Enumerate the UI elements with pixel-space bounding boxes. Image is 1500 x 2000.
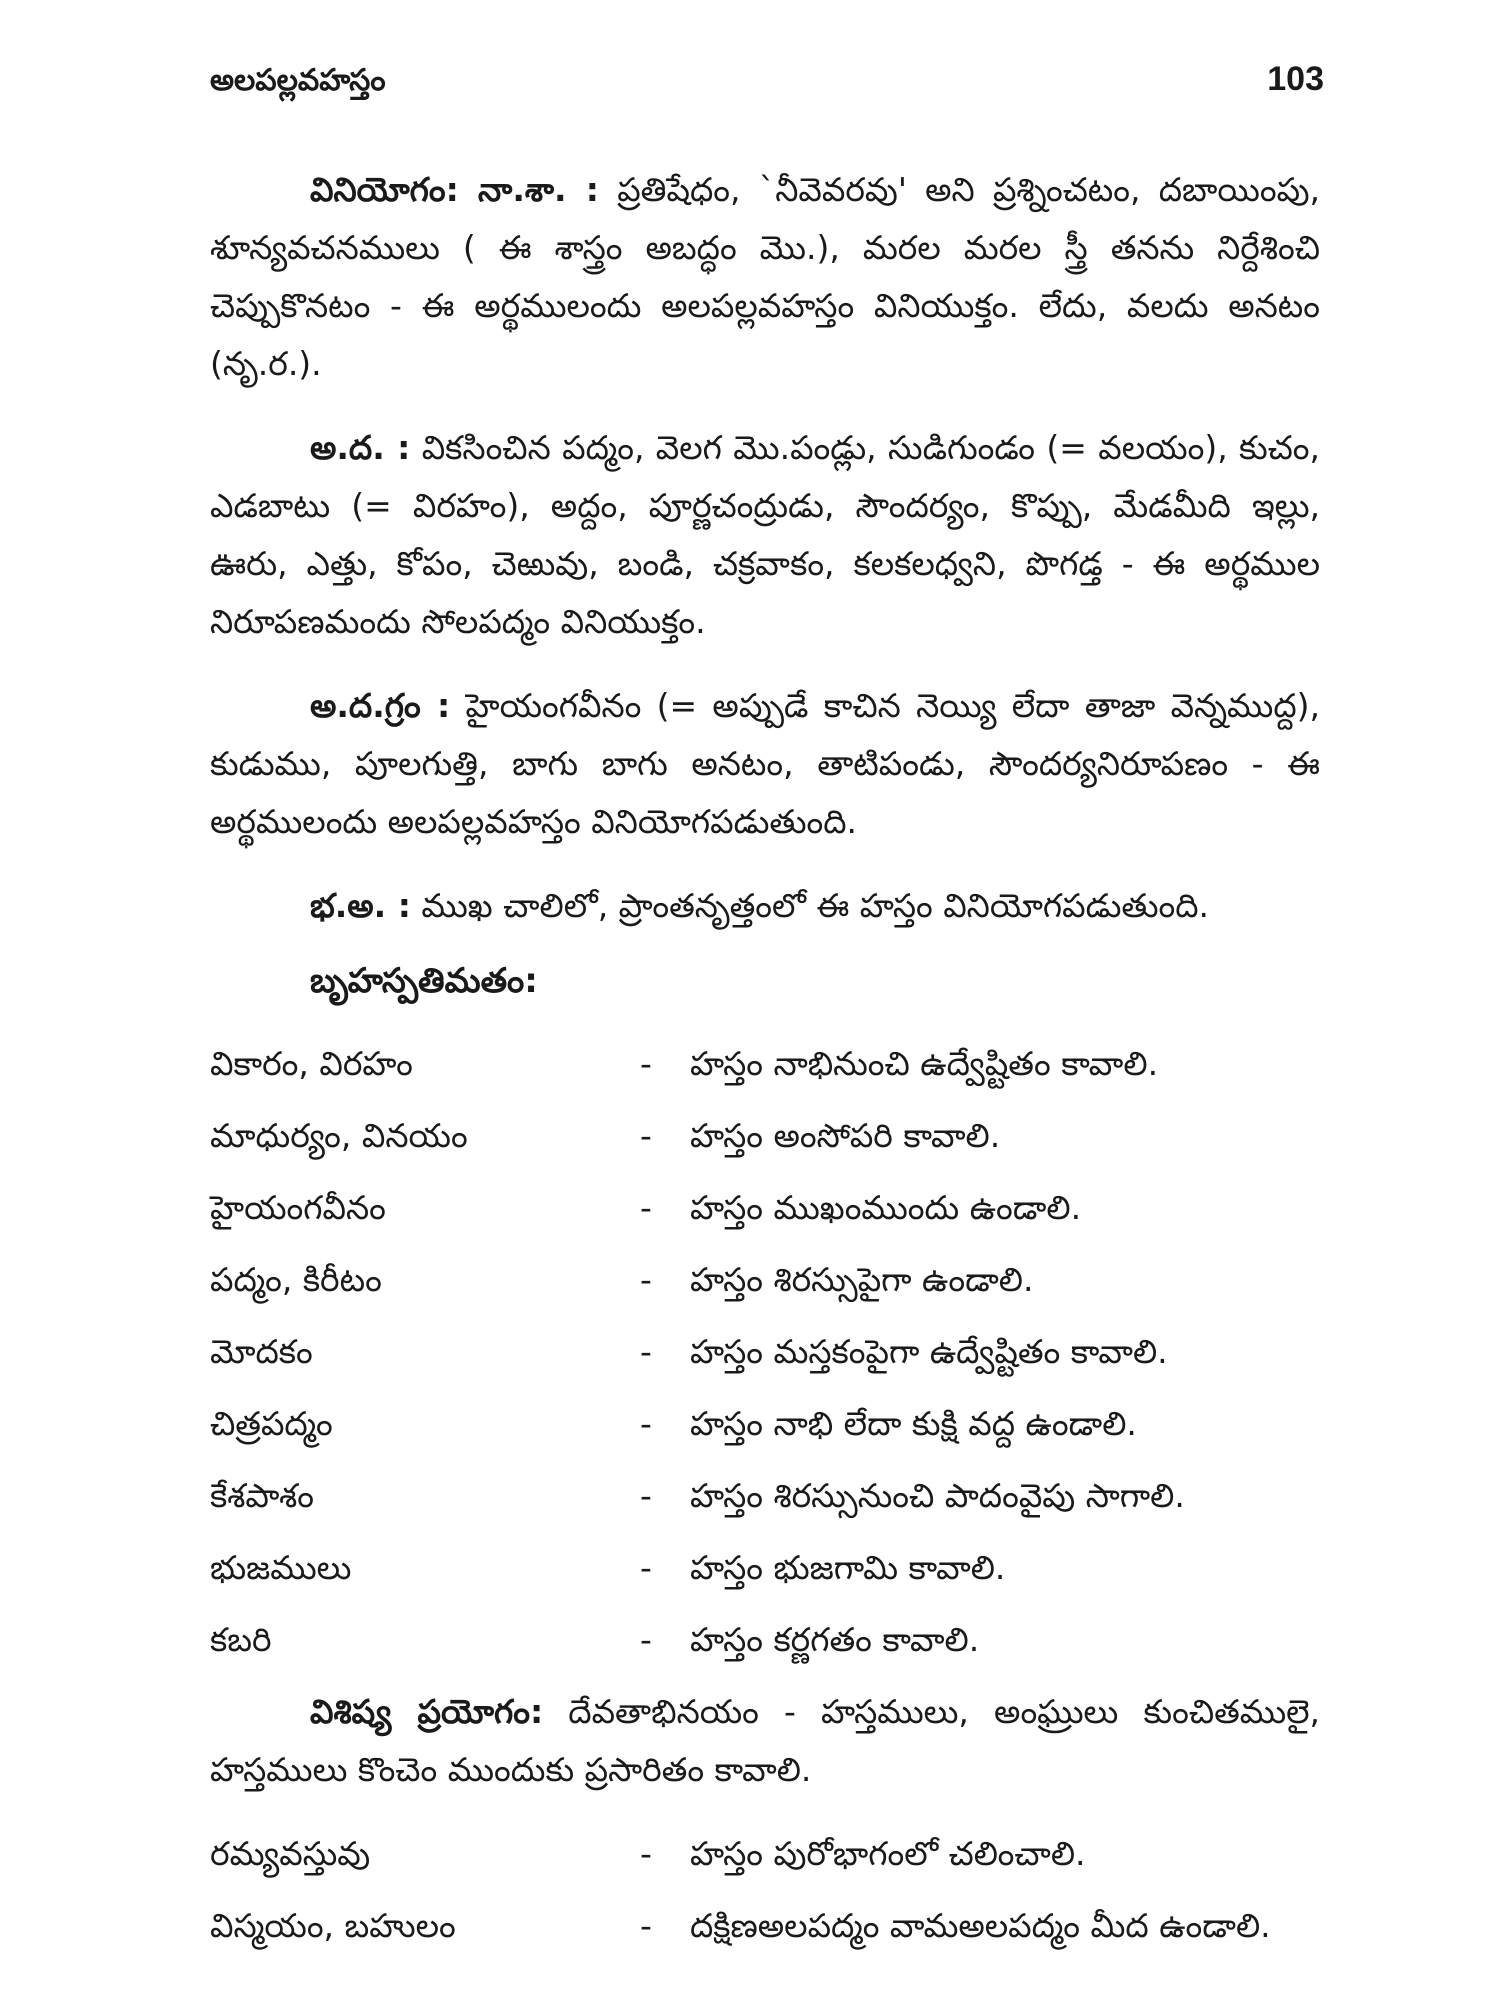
row-dash: - [640,1620,652,1659]
paragraph-text: హైయంగవీనం (= అప్పుడే కాచిన నెయ్యి లేదా తాజా వెన్నముద్ద), కుడుము, పూలగుత్తి, బాగు బాగు అనటం, తాటిపండు, సౌందర్యనిరూపణం - ఈ అర్థములందు అలపల్లవహస్తం వినియోగపడుతుంది. [210,686,1320,841]
paragraph-lead: భ.అ. : [310,886,411,925]
row-term: భుజములు [210,1548,352,1587]
paragraph-ada [210,419,1320,651]
paragraph-text: ముఖ చాలిలో, ప్రాంతనృత్తంలో ఈ హస్తం వినియోగపడుతుంది. [410,886,1210,925]
paragraph-text: దేవతాభినయం - హస్తములు, అంఘ్రులు కుంచితములై, హస్తములు కొంచెం ముందుకు ప్రసారితం కావాలి. [210,1692,1320,1789]
list-row [210,1897,1320,1955]
row-desc: హస్తం శిరస్సునుంచి పాదంవైపు సాగాలి. [690,1476,1185,1515]
row-desc: హస్తం శిరస్సుపైగా ఉండాలి. [690,1260,1034,1299]
list-row [210,1035,1320,1093]
row-dash: - [640,1834,652,1873]
row-term: చిత్రపద్మం [210,1404,333,1443]
row-dash: - [640,1044,652,1083]
section-heading-brihaspati: బృహస్పతిమతం: [310,961,538,1001]
list-row [210,1611,1320,1669]
row-desc: హస్తం భుజగామి కావాలి. [690,1548,1006,1587]
row-desc: హస్తం నాభి లేదా కుక్షి వద్ద ఉండాలి. [690,1404,1137,1443]
list-row [210,1323,1320,1381]
paragraph-lead: విశిష్య ప్రయోగం: [310,1692,544,1731]
row-desc: హస్తం కర్ణగతం కావాలి. [690,1620,980,1659]
row-desc: హస్తం పురోభాగంలో చలించాలి. [690,1834,1086,1873]
row-dash: - [640,1548,652,1587]
row-term: విస్మయం, బహులం [210,1906,456,1945]
row-desc: హస్తం మస్తకంపైగా ఉద్వేష్టితం కావాలి. [690,1332,1168,1371]
row-term: పద్మం, కిరీటం [210,1260,382,1299]
row-dash: - [640,1332,652,1371]
list-row [210,1395,1320,1453]
brihaspati-list [210,1035,1320,1669]
row-dash: - [640,1476,652,1515]
list-row [210,1467,1320,1525]
row-desc: హస్తం నాభినుంచి ఉద్వేష్టితం కావాలి. [690,1044,1159,1083]
paragraph-text: ప్రతిషేధం, `నీవెవరవు' అని ప్రశ్నించటం, దబాయింపు, శూన్యవచనములు ( ఈ శాస్త్రం అబద్ధం మొ.), మరల మరల స్త్రీ తనను నిర్దేశించి చెప్పుకొనటం - ఈ అర్థములందు అలపల్లవహస్తం వినియుక్తం. లేదు, వలదు అనటం (నృ.ర.). [210,170,1321,383]
row-term: హైయంగవీనం [210,1188,386,1227]
row-dash: - [640,1260,652,1299]
paragraph-text: వికసించిన పద్మం, వెలగ మొ.పండ్లు, సుడిగుండం (= వలయం), కుచం, ఎడబాటు (= విరహం), అద్దం, పూర్ణచంద్రుడు, సౌందర్యం, కొప్పు, మేడమీది ఇల్లు, ఊరు, ఎత్తు, కోపం, చెఱువు, బండి, చక్రవాకం, కలకలధ్వని, పొగడ్త - ఈ అర్థముల నిరూపణమందు సోలపద్మం వినియుక్తం. [210,428,1320,641]
list-row [210,1179,1320,1237]
paragraph-lead: వినియోగం: నా.శా. : [310,170,599,209]
list-row [210,1107,1320,1165]
paragraph-viniyogam [210,161,1320,393]
row-desc: దక్షిణఅలపద్మం వామఅలపద్మం మీద ఉండాలి. [690,1906,1271,1945]
page-number: 103 [1267,60,1324,98]
paragraph-lead: అ.ద. : [310,428,411,467]
running-head: అలపల్లవహస్తం [210,63,386,98]
list-row [210,1251,1320,1309]
row-desc: హస్తం ముఖంముందు ఉండాలి. [690,1188,1082,1227]
row-term: మోదకం [210,1332,313,1371]
row-term: వికారం, విరహం [210,1044,413,1083]
row-desc: హస్తం అంసోపరి కావాలి. [690,1116,1001,1155]
row-dash: - [640,1906,652,1945]
row-term: కబరి [210,1620,272,1659]
list-row [210,1539,1320,1597]
paragraph-lead: అ.ద.గ్రం : [310,686,451,725]
row-term: మాధుర్యం, వినయం [210,1116,468,1155]
row-dash: - [640,1188,652,1227]
row-term: రమ్యవస్తువు [210,1834,371,1873]
paragraph-ada-gram [210,677,1320,851]
list-row [210,1825,1320,1883]
paragraph-bha-a [210,877,1320,935]
row-term: కేశపాశం [210,1476,314,1515]
page-header [210,60,1324,105]
row-dash: - [640,1116,652,1155]
special-usage-list [210,1825,1320,1955]
row-dash: - [640,1404,652,1443]
paragraph-special-usage [210,1683,1320,1799]
